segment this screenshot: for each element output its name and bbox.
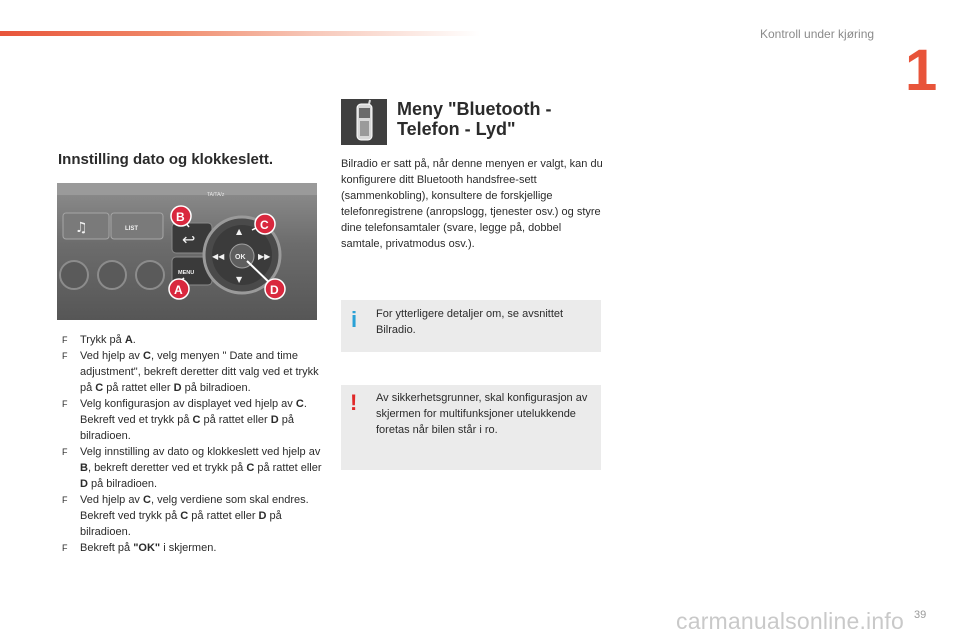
label-b: B — [176, 210, 185, 224]
step-text: på bilradioen. — [80, 510, 282, 538]
info-callout-text: For ytterligere detaljer om, se avsnittet Bilradio. — [376, 308, 564, 336]
bullet-marker: F — [62, 351, 68, 361]
phone-keypad — [360, 121, 369, 136]
preset-knob-1 — [60, 261, 88, 289]
step-key: C — [246, 462, 255, 474]
step-text: , velg menyen " Date and time adjustment", bekreft deretter ditt valg ved et trykk på — [80, 350, 319, 394]
step-text: Ved hjelp av — [80, 350, 143, 362]
warning-icon: ! — [350, 390, 358, 415]
step-key: D — [80, 478, 88, 490]
tape-button-label: TA/TA/z — [207, 192, 225, 198]
radio-control-panel-drawing — [57, 183, 317, 320]
watermark: carmanualsonline.info — [676, 608, 904, 634]
phone-screen — [359, 108, 370, 118]
step-text: Ved hjelp av — [80, 494, 143, 506]
info-icon: i — [351, 307, 358, 332]
forward-icon: ▶▶ — [258, 252, 271, 261]
step-key: C — [143, 494, 151, 506]
mobile-phone-icon — [341, 99, 387, 145]
date-time-section-title: Innstilling dato og klokkeslett. — [58, 151, 274, 168]
menu-button-label: MENU — [178, 270, 195, 276]
preset-knob-3 — [136, 261, 164, 289]
music-note-icon: ♫ — [75, 220, 88, 236]
rewind-icon: ◀◀ — [212, 252, 225, 261]
chapter-title: Kontroll under kjøring — [760, 27, 875, 41]
step-text: på bilradioen. — [181, 382, 251, 394]
bullet-marker: F — [62, 495, 68, 505]
panel-top-strip — [57, 183, 317, 195]
bullet-marker: F — [62, 399, 68, 409]
step-item — [62, 332, 322, 348]
step-text: på bilradioen. — [80, 414, 295, 442]
down-arrow-icon: ▼ — [236, 275, 243, 284]
back-arrow-icon: ↩ — [182, 230, 196, 249]
step-text: , bekreft deretter ved et trykk på — [87, 462, 247, 474]
bluetooth-description: Bilradio er satt på, når denne menyen er valgt, kan du konfigurere ditt Bluetooth handsfree-sett (sammenkobling), konsultere de forskjellige telefonregistrene (anropslogg, tjenester osv.) og styre dine telefonsamtaler (svare, legge på, dobbel samtale, privatmodus osv.). — [341, 158, 603, 250]
step-text: på rattet eller — [254, 462, 322, 474]
ok-button-label: OK — [235, 254, 246, 261]
step-text: på rattet eller — [200, 414, 271, 426]
step-key: C — [192, 414, 201, 426]
title-line-1: Meny "Bluetooth - — [397, 99, 552, 119]
step-key: C — [95, 382, 104, 394]
step-key: D — [173, 382, 182, 394]
step-text: . Bekreft ved et trykk på — [80, 398, 307, 426]
step-item — [62, 492, 322, 540]
step-text: i skjermen. — [160, 542, 217, 554]
step-text: Trykk på — [80, 334, 125, 346]
bullet-marker: F — [62, 335, 68, 345]
step-text: på rattet eller — [188, 510, 259, 522]
step-text: Bekreft på — [80, 542, 134, 554]
title-line-2: Telefon - Lyd" — [397, 119, 516, 139]
step-item — [62, 348, 322, 396]
step-key: D — [258, 510, 267, 522]
step-text: . — [132, 334, 136, 346]
label-d: D — [270, 283, 279, 297]
warning-callout-text: Av sikkerhetsgrunner, skal konfigurasjon av skjermen for multifunksjoner utelukkende foretas når bilen står i ro. — [376, 392, 588, 436]
step-key: B — [80, 462, 88, 474]
step-text: på rattet eller — [103, 382, 174, 394]
step-text: Velg konfigurasjon av displayet ved hjelp av — [80, 398, 296, 410]
step-key: C — [143, 350, 151, 362]
header-accent-bar — [0, 31, 480, 36]
step-key: A — [124, 334, 133, 346]
phone-antenna — [369, 100, 370, 104]
step-key: D — [270, 414, 279, 426]
bluetooth-section-title — [397, 99, 617, 139]
page-number: 39 — [914, 609, 927, 621]
step-item — [62, 444, 322, 492]
bullet-marker: F — [62, 447, 68, 457]
step-key: C — [180, 510, 189, 522]
list-button-label: LIST — [125, 226, 138, 232]
step-key: "OK" — [133, 542, 161, 554]
chapter-number: 1 — [905, 38, 938, 103]
step-item — [62, 540, 322, 556]
step-text: , velg verdiene som skal endres. Bekreft ved trykk på — [80, 494, 309, 522]
label-c: C — [260, 218, 269, 232]
bullet-marker: F — [62, 543, 68, 553]
step-item — [62, 396, 322, 444]
radio-control-panel-image — [57, 183, 317, 320]
label-a: A — [174, 283, 183, 297]
step-text: Velg innstilling av dato og klokkeslett ved hjelp av — [80, 446, 321, 458]
step-key: C — [295, 398, 304, 410]
instruction-steps — [62, 332, 322, 556]
step-text: på bilradioen. — [87, 478, 158, 490]
up-arrow-icon: ▲ — [236, 227, 243, 236]
mobile-phone-drawing — [341, 99, 387, 145]
preset-knob-2 — [98, 261, 126, 289]
